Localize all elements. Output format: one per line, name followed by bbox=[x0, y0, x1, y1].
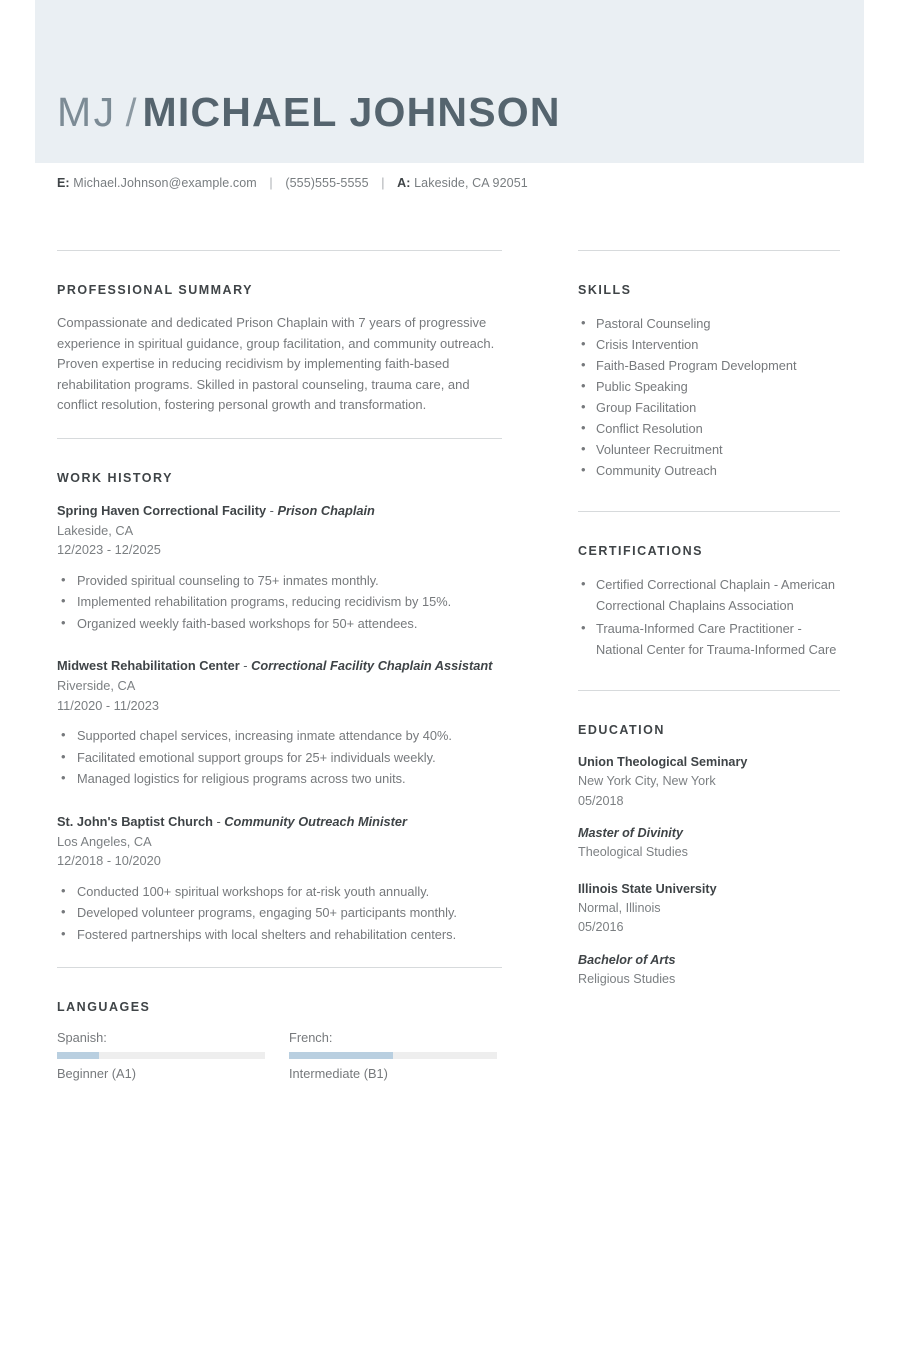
language-proficiency-bar bbox=[57, 1052, 265, 1059]
job-bullet: • Implemented rehabilitation programs, reducing recidivism by 15%. bbox=[57, 592, 502, 613]
skill-item: • Pastoral Counseling bbox=[578, 313, 840, 334]
contact-line bbox=[57, 176, 528, 190]
job-bullet: • Developed volunteer programs, engaging 50+ participants monthly. bbox=[57, 903, 502, 924]
section-divider bbox=[57, 250, 502, 251]
section-skills bbox=[578, 250, 840, 481]
section-heading-work-history: WORK HISTORY bbox=[57, 470, 173, 485]
section-languages bbox=[57, 967, 502, 1081]
job-role: Correctional Facility Chaplain Assistant bbox=[251, 658, 493, 673]
summary-text: Compassionate and dedicated Prison Chaplain with 7 years of progressive experience in spiritual guidance, group facilitation, and community outreach. Proven expertise in reducing recidivism by implementing faith-based rehabilitation programs. Skilled in pastoral counseling, trauma care, and conflict resolution, fostering personal growth and transformation. bbox=[57, 315, 495, 412]
job-bullet: • Fostered partnerships with local shelters and rehabilitation centers. bbox=[57, 925, 502, 946]
section-education bbox=[578, 690, 840, 989]
job-bullet: • Conducted 100+ spiritual workshops for at-risk youth annually. bbox=[57, 882, 502, 903]
skill-item: • Crisis Intervention bbox=[578, 334, 840, 355]
section-heading-summary: PROFESSIONAL SUMMARY bbox=[57, 283, 253, 297]
header-band bbox=[35, 0, 864, 163]
job-dates: 12/2018 - 10/2020 bbox=[57, 853, 161, 868]
language-proficiency-bar bbox=[289, 1052, 497, 1059]
section-divider bbox=[57, 438, 502, 439]
languages-list bbox=[57, 1030, 502, 1081]
right-column bbox=[578, 250, 840, 1006]
job-bullet: • Provided spiritual counseling to 75+ inmates monthly. bbox=[57, 571, 502, 592]
job-dash: - bbox=[266, 502, 278, 518]
email-label: E: bbox=[57, 176, 70, 190]
section-heading-certifications: CERTIFICATIONS bbox=[578, 544, 703, 558]
certification-item: • Trauma-Informed Care Practitioner - National Center for Trauma-Informed Care bbox=[578, 618, 840, 660]
job-company: Midwest Rehabilitation Center bbox=[57, 658, 240, 673]
job-bullet-list bbox=[57, 571, 502, 635]
section-divider bbox=[578, 511, 840, 512]
work-history-entry bbox=[57, 812, 502, 946]
job-bullet-list bbox=[57, 726, 502, 790]
section-heading-education: EDUCATION bbox=[578, 723, 665, 737]
education-entry bbox=[578, 753, 840, 863]
job-title-line bbox=[57, 501, 502, 520]
education-location: New York City, New York bbox=[578, 774, 716, 788]
job-dates: 12/2023 - 12/2025 bbox=[57, 542, 161, 557]
section-heading-skills: SKILLS bbox=[578, 283, 632, 297]
job-role: Prison Chaplain bbox=[277, 502, 375, 518]
job-company: St. John's Baptist Church bbox=[57, 813, 213, 829]
job-bullet: • Supported chapel services, increasing inmate attendance by 40%. bbox=[57, 726, 502, 747]
education-date: 05/2016 bbox=[578, 920, 624, 934]
skill-item: • Conflict Resolution bbox=[578, 418, 840, 439]
job-location: Los Angeles, CA bbox=[57, 833, 152, 849]
email-value[interactable]: Michael.Johnson@example.com bbox=[73, 176, 257, 190]
section-professional-summary bbox=[57, 250, 502, 416]
education-school: Illinois State University bbox=[578, 881, 717, 896]
page-title bbox=[57, 89, 561, 135]
certification-item: • Certified Correctional Chaplain - American Correctional Chaplains Association bbox=[578, 574, 840, 616]
job-location: Riverside, CA bbox=[57, 678, 136, 693]
job-location: Lakeside, CA bbox=[57, 522, 134, 538]
work-history-list bbox=[57, 501, 502, 946]
education-entry bbox=[578, 880, 840, 990]
section-certifications bbox=[578, 511, 840, 660]
job-bullet: • Organized weekly faith-based workshops for 50+ attendees. bbox=[57, 614, 502, 635]
address-label: A: bbox=[397, 176, 411, 190]
education-location: Normal, Illinois bbox=[578, 900, 661, 915]
full-name: MICHAEL JOHNSON bbox=[142, 89, 561, 135]
left-column bbox=[57, 250, 502, 1081]
job-dash: - bbox=[212, 813, 225, 829]
job-bullet: • Managed logistics for religious programs across two units. bbox=[57, 769, 502, 790]
address-value: Lakeside, CA 92051 bbox=[414, 176, 528, 190]
language-name: Spanish: bbox=[57, 1030, 107, 1045]
section-divider bbox=[578, 690, 840, 691]
skill-item: • Faith-Based Program Development bbox=[578, 355, 840, 376]
education-degree: Bachelor of Arts bbox=[578, 952, 676, 967]
work-history-entry bbox=[57, 501, 502, 635]
language-item bbox=[289, 1030, 497, 1081]
education-field: Religious Studies bbox=[578, 971, 676, 986]
work-history-entry bbox=[57, 656, 502, 790]
language-proficiency-fill bbox=[289, 1052, 393, 1059]
section-work-history bbox=[57, 438, 502, 946]
education-list bbox=[578, 753, 840, 989]
skills-list bbox=[578, 313, 840, 481]
job-bullet: • Facilitated emotional support groups for 25+ individuals weekly. bbox=[57, 748, 502, 769]
contact-separator-2: | bbox=[381, 176, 385, 190]
initials-monogram: MJ bbox=[57, 89, 117, 135]
language-proficiency-fill bbox=[57, 1052, 99, 1059]
skill-item: • Volunteer Recruitment bbox=[578, 439, 840, 460]
section-heading-languages: LANGUAGES bbox=[57, 1000, 151, 1014]
education-date: 05/2018 bbox=[578, 793, 624, 808]
name-separator: / bbox=[125, 92, 137, 135]
job-dates: 11/2020 - 11/2023 bbox=[57, 697, 159, 713]
section-divider bbox=[578, 250, 840, 251]
job-title-line bbox=[57, 656, 502, 675]
job-title-line bbox=[57, 812, 502, 831]
skill-item: • Group Facilitation bbox=[578, 397, 840, 418]
job-bullet-list bbox=[57, 882, 502, 946]
language-level: Intermediate (B1) bbox=[289, 1066, 388, 1081]
certifications-list bbox=[578, 574, 840, 660]
language-item bbox=[57, 1030, 265, 1081]
education-school: Union Theological Seminary bbox=[578, 755, 748, 769]
language-name: French: bbox=[289, 1030, 333, 1045]
job-role: Community Outreach Minister bbox=[224, 813, 408, 829]
education-field: Theological Studies bbox=[578, 845, 688, 859]
skill-item: • Community Outreach bbox=[578, 460, 840, 481]
job-dash: - bbox=[239, 658, 252, 673]
section-divider bbox=[57, 967, 502, 968]
phone-value[interactable]: (555)555-5555 bbox=[285, 176, 369, 190]
language-level: Beginner (A1) bbox=[57, 1066, 136, 1081]
contact-separator-1: | bbox=[269, 176, 273, 190]
skill-item: • Public Speaking bbox=[578, 376, 840, 397]
job-company: Spring Haven Correctional Facility bbox=[57, 502, 267, 518]
education-degree: Master of Divinity bbox=[578, 826, 683, 840]
